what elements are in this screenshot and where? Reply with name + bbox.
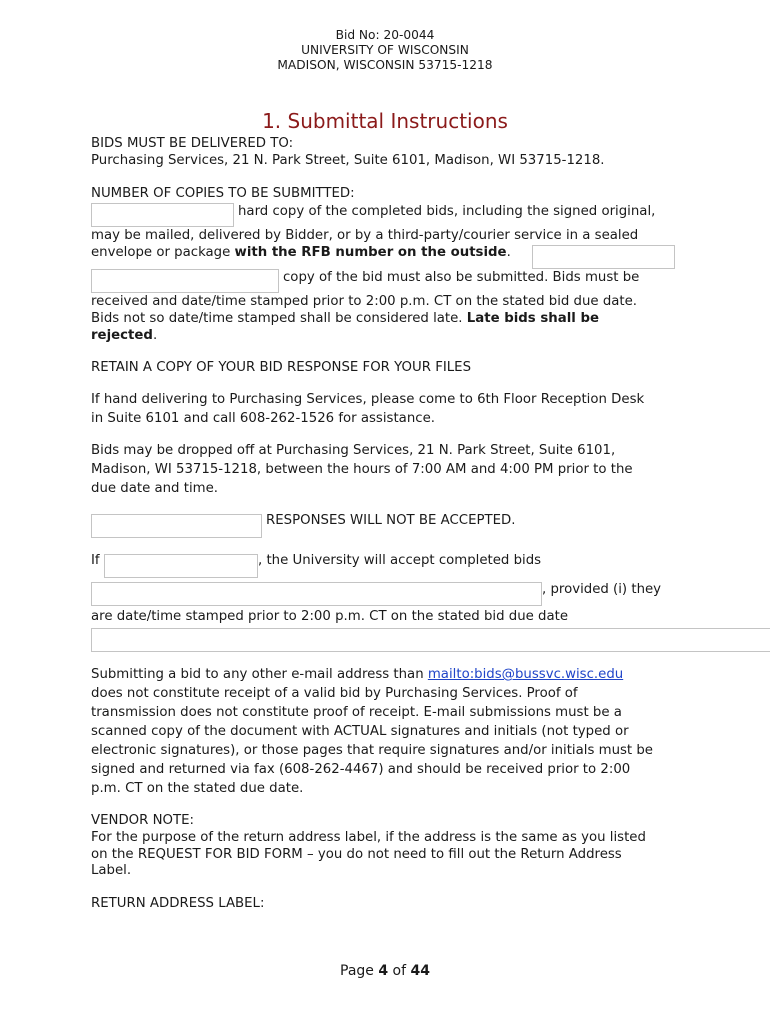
dropoff-line-2: Madison, WI 53715-1218, between the hours of 7:00 AM and 4:00 PM prior to the xyxy=(91,462,633,477)
additional-conditions-field[interactable] xyxy=(91,628,770,652)
dropoff-line-1: Bids may be dropped off at Purchasing Services, 21 N. Park Street, Suite 6101, xyxy=(91,443,616,458)
vendor-note-line-2: on the REQUEST FOR BID FORM – you do not need to fill out the Return Address xyxy=(91,847,622,862)
electronic-copy-field[interactable] xyxy=(91,269,279,293)
accept-condition-field[interactable] xyxy=(104,554,258,578)
copies-heading: NUMBER OF COPIES TO BE SUBMITTED: xyxy=(91,186,355,201)
retain-notice: RETAIN A COPY OF YOUR BID RESPONSE FOR YOUR FILES xyxy=(91,360,472,375)
rfb-number-field[interactable] xyxy=(532,245,675,269)
university-name: UNIVERSITY OF WISCONSIN xyxy=(301,43,469,57)
vendor-note-line-1: For the purpose of the return address label, if the address is the same as you listed xyxy=(91,830,646,845)
email-line-4: scanned copy of the document with ACTUAL signatures and initials (not typed or xyxy=(91,724,629,739)
vendor-note-line-3: Label. xyxy=(91,863,132,878)
email-line-7: p.m. CT on the stated due date. xyxy=(91,781,304,796)
copies-line-5: received and date/time stamped prior to 2:00 p.m. CT on the stated bid due date. xyxy=(91,294,638,309)
return-address-label: RETURN ADDRESS LABEL: xyxy=(91,896,265,911)
copies-line-2: may be mailed, delivered by Bidder, or by a third-party/courier service in a sealed xyxy=(91,228,639,243)
dropoff-line-3: due date and time. xyxy=(91,481,218,496)
delivery-heading: BIDS MUST BE DELIVERED TO: xyxy=(91,136,294,151)
section-title: 1. Submittal Instructions xyxy=(262,109,508,133)
email-line-3: transmission does not constitute proof of receipt. E-mail submissions must be a xyxy=(91,705,622,720)
university-address: MADISON, WISCONSIN 53715-1218 xyxy=(277,58,493,72)
if-label: If xyxy=(91,553,100,568)
delivery-address: Purchasing Services, 21 N. Park Street, Suite 6101, Madison, WI 53715-1218. xyxy=(91,153,605,168)
email-line-2: does not constitute receipt of a valid bid by Purchasing Services. Proof of xyxy=(91,686,578,701)
accept-text: , the University will accept completed bids xyxy=(258,553,542,568)
response-method-field[interactable] xyxy=(91,514,262,538)
email-link[interactable]: mailto:bids@bussvc.wisc.edu xyxy=(427,667,624,682)
copies-line-7: rejected. xyxy=(91,328,158,343)
hand-delivery-line-1: If hand delivering to Purchasing Services, please come to 6th Floor Reception Desk xyxy=(91,392,645,407)
vendor-note-heading: VENDOR NOTE: xyxy=(91,813,195,828)
stamped-text: are date/time stamped prior to 2:00 p.m. CT on the stated bid due date xyxy=(91,609,569,624)
email-line-1: Submitting a bid to any other e-mail address than mailto:bids@bussvc.wisc.edu xyxy=(91,667,624,682)
hand-delivery-line-2: in Suite 6101 and call 608-262-1526 for assistance. xyxy=(91,411,435,426)
hard-copy-text: hard copy of the completed bids, including the signed original, xyxy=(238,204,656,219)
page-indicator: Page 4 of 44 xyxy=(340,963,430,979)
copy-text: copy of the bid must also be submitted. Bids must be xyxy=(283,270,640,285)
provided-text: , provided (i) they xyxy=(542,582,662,597)
accept-method-field[interactable] xyxy=(91,582,542,606)
email-line-6: signed and returned via fax (608-262-4467) and should be received prior to 2:00 xyxy=(91,762,631,777)
copies-line-3: envelope or package with the RFB number on the outside. xyxy=(91,245,511,260)
hard-copy-count-field[interactable] xyxy=(91,203,234,227)
bid-number: Bid No: 20-0044 xyxy=(335,28,435,42)
email-line-5: electronic signatures), or those pages that require signatures and/or initials must be xyxy=(91,743,653,758)
responses-not-accepted: RESPONSES WILL NOT BE ACCEPTED. xyxy=(266,513,516,528)
copies-line-6: Bids not so date/time stamped shall be considered late. Late bids shall be xyxy=(91,311,599,326)
